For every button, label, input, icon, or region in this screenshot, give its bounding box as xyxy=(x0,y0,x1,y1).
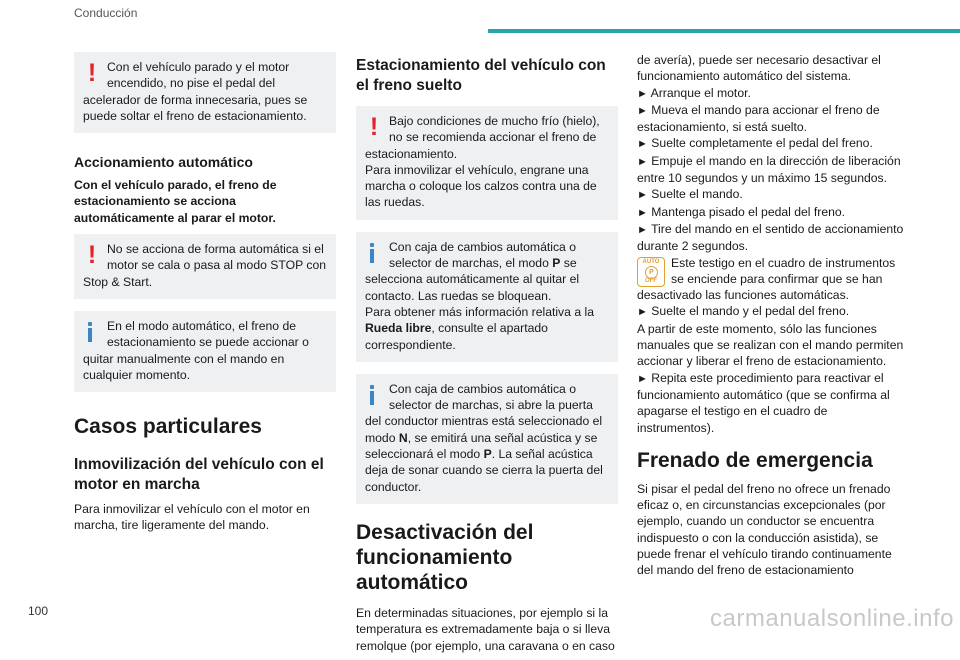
note-text: No se acciona de forma automática si el motor se cala o pasa al modo STOP con Stop & Start. xyxy=(83,242,327,289)
warning-icon: ! xyxy=(87,59,97,87)
body-text: Para inmovilizar el vehículo con el motor en marcha, tire ligeramente del mando. xyxy=(74,502,310,533)
arrow-icon: ► xyxy=(637,223,648,236)
running-header: Conducción xyxy=(74,6,138,20)
arrow-icon: ► xyxy=(637,372,648,385)
subsection-heading-estac: Estacionamiento del vehículo con el freno suelto xyxy=(356,57,606,94)
header-accent-bar xyxy=(488,29,960,33)
section-title-frenado: Frenado de emergencia xyxy=(637,448,873,472)
warning-note xyxy=(74,234,336,299)
column-2 xyxy=(356,52,618,660)
section-title-casos: Casos particulares xyxy=(74,415,262,439)
testigo-block xyxy=(637,255,905,304)
auto-bold-text: Con el vehículo parado, el freno de estacionamiento se acciona automáticamente al parar el motor. xyxy=(74,178,277,225)
note-text: En el modo automático, el freno de estacionamiento se puede accionar o quitar manualmente con el mando en cualquier momento. xyxy=(83,318,309,382)
warning-icon: ! xyxy=(369,113,379,141)
watermark: carmanualsonline.info xyxy=(710,605,954,632)
page-number: 100 xyxy=(28,604,49,618)
note-text: Bajo condiciones de mucho frío (hielo), no se recomienda accionar el freno de estacionamiento. Para inmovilizar el vehículo, engrane una marcha o coloque los calzos contra una de las ruedas. xyxy=(365,114,600,210)
arrow-icon: ► xyxy=(637,206,648,219)
body-text: Si pisar el pedal del freno no ofrece un frenado eficaz o, en circunstancias excepcionales (por ejemplo, cuando un conductor se encuentra indispuesto o con la conducción asistida), se puede frenar el vehículo tirando continuamente del mando del freno de estacionamiento xyxy=(637,481,892,578)
list-item: ► Arranque el motor. xyxy=(637,85,751,100)
info-note xyxy=(74,311,336,392)
info-note xyxy=(356,232,618,362)
arrow-icon: ► xyxy=(637,189,648,202)
body-text: Este testigo en el cuadro de instrumentos se enciende para confirmar que se han desactivado las funciones automáticas. xyxy=(637,255,896,303)
info-icon xyxy=(370,243,374,263)
arrow-icon: ► xyxy=(637,138,648,151)
section-heading-auto: Accionamiento automático xyxy=(74,154,253,171)
list-item: ► Empuje el mando en la dirección de liberación entre 10 segundos y un máximo 15 segundos. xyxy=(637,153,901,186)
arrow-icon: ► xyxy=(637,87,648,100)
section-title-desact: Desactivación del funcionamiento automático xyxy=(356,520,534,594)
list-item: ► Repita este procedimiento para reactivar el funcionamiento automático (que se confirma al apagarse el testigo en el cuadro de instrumentos). xyxy=(637,370,890,435)
list-item: ► Mueva el mando para accionar el freno de estacionamiento, si está suelto. xyxy=(637,102,880,135)
column-3 xyxy=(637,52,905,585)
body-text: A partir de este momento, sólo las funciones manuales que se realizan con el mando permiten accionar y liberar el freno de estacionamiento. xyxy=(637,321,904,369)
list-item: ► Suelte el mando. xyxy=(637,187,743,202)
auto-p-off-warning-light-icon: AUTO P OFF xyxy=(637,257,665,287)
arrow-icon: ► xyxy=(637,104,648,117)
arrow-icon: ► xyxy=(637,155,648,168)
list-item: ► Tire del mando en el sentido de accionamiento durante 2 segundos. xyxy=(637,221,904,254)
list-item: ► Suelte completamente el pedal del freno. xyxy=(637,136,873,151)
list-item: ► Mantenga pisado el pedal del freno. xyxy=(637,204,846,219)
warning-note xyxy=(356,106,618,220)
body-text: de avería), puede ser necesario desactivar el funcionamiento automático del sistema. xyxy=(637,53,881,84)
subsection-heading-inmov: Inmovilización del vehículo con el motor en marcha xyxy=(74,456,324,494)
note-text: Con el vehículo parado y el motor encendido, no pise el pedal del acelerador de forma innecesaria, pues se puede soltar el freno de estacionamiento. xyxy=(83,60,308,123)
list-item: ► Suelte el mando y el pedal del freno. xyxy=(637,304,850,319)
info-icon xyxy=(88,322,92,342)
info-icon xyxy=(370,385,374,405)
step-list xyxy=(637,85,905,255)
column-1 xyxy=(74,52,336,540)
note-text: Con caja de cambios automática o selector de marchas, el modo P se selecciona automáticamente al quitar el contacto. Las ruedas se bloquean. Para obtener más información relativa a la Rueda libre, consulte el apartado correspondiente. xyxy=(365,239,594,352)
warning-icon: ! xyxy=(87,241,97,270)
warning-note xyxy=(74,52,336,133)
info-note xyxy=(356,374,618,504)
body-text: En determinadas situaciones, por ejemplo si la temperatura es extremadamente baja o si lleva remolque (por ejemplo, una caravana o en caso xyxy=(356,605,615,653)
note-text: Con caja de cambios automática o selector de marchas, si abre la puerta del conductor mientras está seleccionado el modo N, se emitirá una señal acústica y se seleccionará el modo P. La señal acústica deja de sonar cuando se cierra la puerta del conductor. xyxy=(365,381,603,494)
arrow-icon: ► xyxy=(637,306,648,319)
